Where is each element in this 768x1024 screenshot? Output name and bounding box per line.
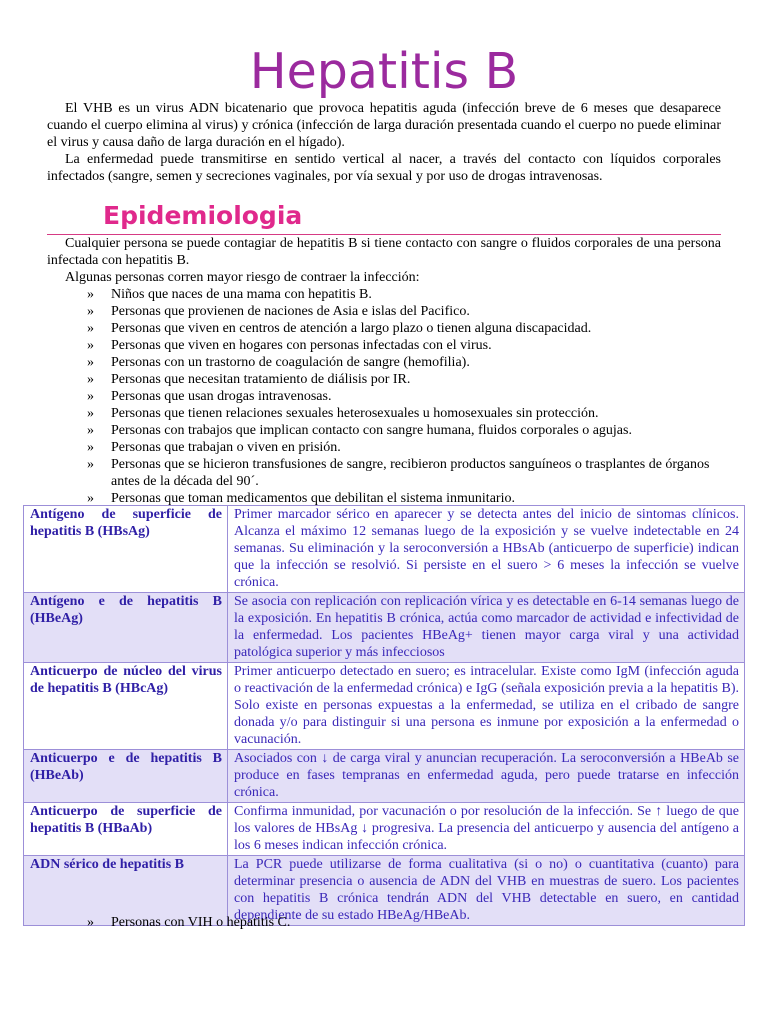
bullet-icon: » xyxy=(87,389,94,404)
marker-name-cell: ADN sérico de hepatitis B xyxy=(24,856,228,926)
list-item xyxy=(47,439,721,456)
table-row xyxy=(24,803,745,856)
table-row xyxy=(24,593,745,663)
list-item-text: Personas con trabajos que implican contacto con sangre humana, fluidos corporales o agujas. xyxy=(111,423,632,438)
intro-paragraph: La enfermedad puede transmitirse en sentido vertical al nacer, a través del contacto con líquidos corporales infectados (sangre, semen y secreciones vaginales, por vía sexual y por uso de drogas intravenosas. xyxy=(47,152,721,184)
serologic-markers-table xyxy=(23,505,745,926)
bullet-icon: » xyxy=(87,287,94,302)
marker-description-cell: Se asocia con replicación con replicación vírica y es detectable en 6-14 semanas luego de la exposición. En hepatitis B crónica, actúa como marcador de actividad e infectividad de la enfermedad. Los pacientes HBeAg+ tienen mayor carga viral y una actividad patológica superior y más infecciosos xyxy=(228,593,745,663)
list-item xyxy=(47,286,721,303)
list-item xyxy=(47,371,721,388)
marker-description-cell: Primer anticuerpo detectado en suero; es intracelular. Existe como IgM (infección aguda o reactivación de la enfermedad crónica) e IgG (señala exposición previa a la hepatitis B). Solo existe en personas expuestas a la enfermedad, se utiliza en el cribado de sangre donada y/o para distinguir si una persona es inmune por exposición a la enfermedad o vacunación. xyxy=(228,663,745,750)
table-row xyxy=(24,663,745,750)
list-item xyxy=(47,320,721,337)
list-item xyxy=(47,914,721,931)
list-item-text: Personas que usan drogas intravenosas. xyxy=(111,389,332,404)
risk-intro: Algunas personas corren mayor riesgo de contraer la infección: xyxy=(65,270,420,285)
list-item-text: Personas que provienen de naciones de Asia e islas del Pacifico. xyxy=(111,304,470,319)
table-row xyxy=(24,506,745,593)
marker-description-cell: Confirma inmunidad, por vacunación o por resolución de la infección. Se ↑ luego de que los valores de HBsAg ↓ progresiva. La presencia del anticuerpo y ausencia del antígeno a los 6 meses indican infección crónica. xyxy=(228,803,745,856)
list-item xyxy=(47,422,721,439)
marker-name-cell: Antígeno de superficie de hepatitis B (HBsAg) xyxy=(24,506,228,593)
list-item-text: Personas que necesitan tratamiento de diálisis por IR. xyxy=(111,372,411,387)
section-heading: Epidemiologia xyxy=(103,201,303,230)
list-item xyxy=(47,337,721,354)
bullet-icon: » xyxy=(87,406,94,421)
epidemiology-section xyxy=(47,235,721,507)
list-item xyxy=(47,354,721,371)
list-item-text: Personas que trabajan o viven en prisión. xyxy=(111,440,341,455)
bullet-icon: » xyxy=(87,338,94,353)
bullet-icon: » xyxy=(87,321,94,336)
list-item xyxy=(47,456,721,490)
marker-description-cell: La PCR puede utilizarse de forma cualitativa (si o no) o cuantitativa (cuanto) para determinar presencia o ausencia de ADN del VHB en muestras de suero. Los pacientes con hepatitis B crónica tendrán ADN del VHB detectable en suero, en cantidad dependiente de su estado HBeAg/HBeAb. xyxy=(228,856,745,926)
list-item-text: Personas con un trastorno de coagulación de sangre (hemofilia). xyxy=(111,355,470,370)
bullet-icon: » xyxy=(87,491,94,506)
bullet-icon: » xyxy=(87,372,94,387)
marker-description-cell: Asociados con ↓ de carga viral y anuncian recuperación. La seroconversión a HBeAb se produce en fases tempranas en enfermedad aguda, pero puede tratarse en infección crónica. xyxy=(228,750,745,803)
page-title: Hepatitis B xyxy=(249,43,519,100)
list-item xyxy=(47,405,721,422)
marker-description-cell: Primer marcador sérico en aparecer y se detecta antes del inicio de sintomas clínicos. Alcanza el máximo 12 semanas luego de la exposición y se vuelve indetectable en 24 semanas. Su eliminación y la seroconversión a HBsAb (anticuerpo de superficie) indican que la infección se resolvió. Si persiste en el suero > 6 meses la infección se vuelve crónica. xyxy=(228,506,745,593)
intro-paragraph: El VHB es un virus ADN bicatenario que provoca hepatitis aguda (infección breve de 6 meses que desaparece cuando el cuerpo elimina al virus) y crónica (infección de larga duración presentada cuando el cuerpo no puede eliminar el virus y causa daño de larga duración en el hígado). xyxy=(47,101,721,150)
epidemiology-paragraph: Cualquier persona se puede contagiar de hepatitis B si tiene contacto con sangre o fluidos corporales de una persona infectada con hepatitis B. xyxy=(47,236,721,268)
list-item-text: Personas con VIH o hepatitis C. xyxy=(111,915,291,930)
list-item xyxy=(47,303,721,320)
bullet-icon: » xyxy=(87,457,94,472)
list-item-text: Personas que viven en centros de atención a largo plazo o tienen alguna discapacidad. xyxy=(111,321,592,336)
intro-section xyxy=(47,100,721,185)
marker-name-cell: Antígeno e de hepatitis B (HBeAg) xyxy=(24,593,228,663)
list-item-text: Niños que naces de una mama con hepatitis B. xyxy=(111,287,372,302)
list-item-text: Personas que tienen relaciones sexuales heterosexuales u homosexuales sin protección. xyxy=(111,406,599,421)
list-item xyxy=(47,388,721,405)
marker-name-cell: Anticuerpo de superficie de hepatitis B (HBaAb) xyxy=(24,803,228,856)
list-item-text: Personas que toman medicamentos que debilitan el sistema inmunitario. xyxy=(111,491,515,506)
bullet-icon: » xyxy=(87,915,94,930)
risk-group-list-continued xyxy=(47,914,721,931)
bullet-icon: » xyxy=(87,423,94,438)
table-row xyxy=(24,750,745,803)
bullet-icon: » xyxy=(87,355,94,370)
list-item-text: Personas que viven en hogares con personas infectadas con el virus. xyxy=(111,338,492,353)
list-item-text: Personas que se hicieron transfusiones de sangre, recibieron productos sanguíneos o trasplantes de órganos antes de la década del 90´. xyxy=(111,457,710,489)
bullet-icon: » xyxy=(87,304,94,319)
marker-name-cell: Anticuerpo de núcleo del virus de hepatitis B (HBcAg) xyxy=(24,663,228,750)
risk-group-list xyxy=(47,286,721,507)
marker-name-cell: Anticuerpo e de hepatitis B (HBeAb) xyxy=(24,750,228,803)
bullet-icon: » xyxy=(87,440,94,455)
